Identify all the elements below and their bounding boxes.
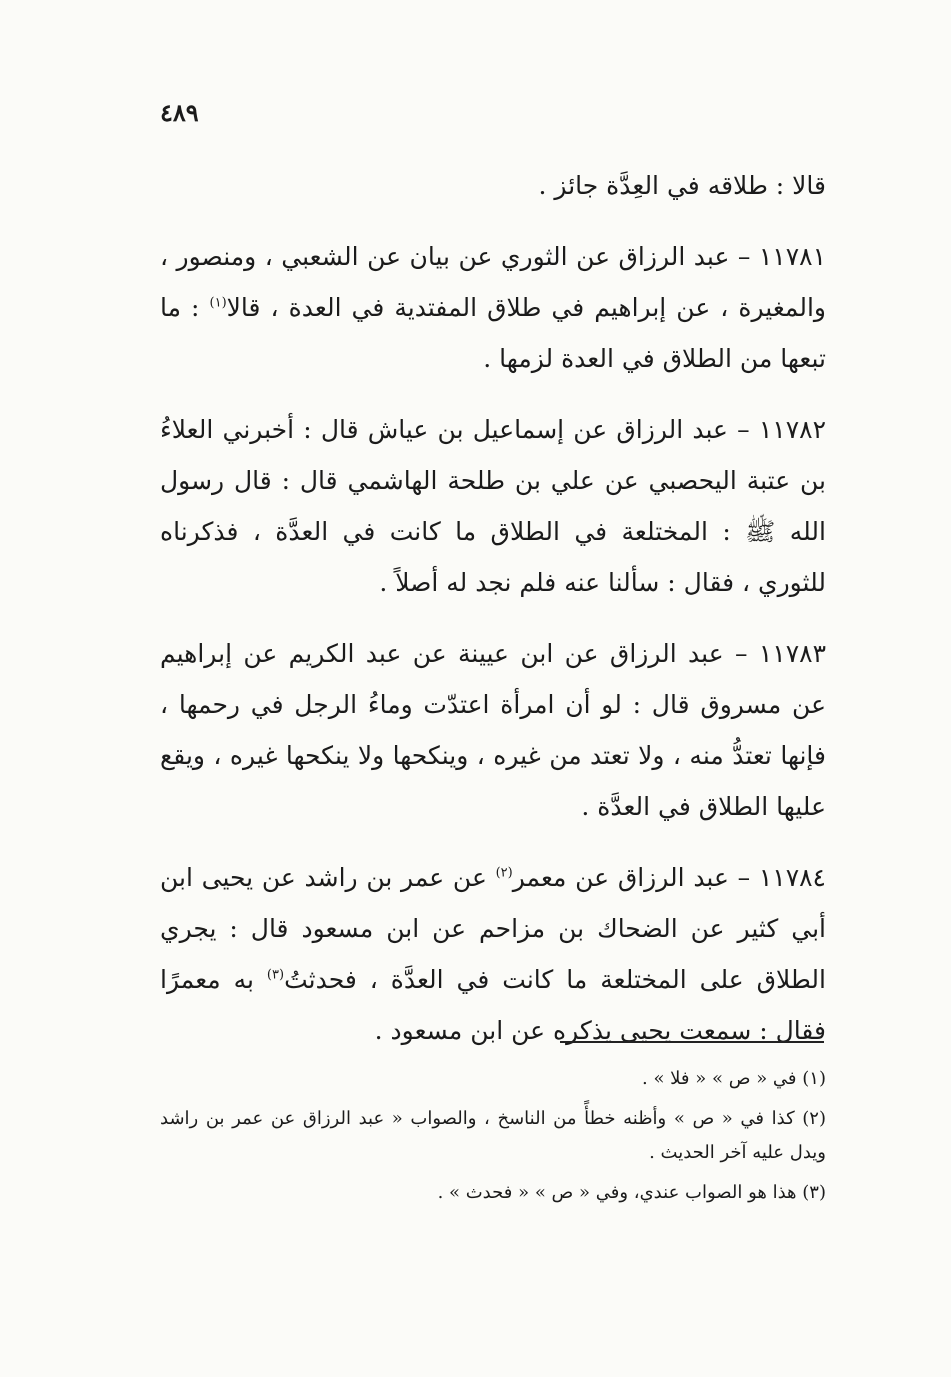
footnote-3: (٣) هذا هو الصواب عندي، وفي « ص » « فحدث » . [437,1182,826,1203]
hadith-text: – عبد الرزاق عن معمر [512,863,759,892]
hadith-text: – عبد الرزاق عن ابن عيينة عن عبد الكريم عن إبراهيم عن مسروق قال : لو أن امرأة اعتدّت وماءُ الرجل في رحمها ، فإنها تعتدُّ منه ، ولا تعتد من غيره ، وينكحها ولا ينكحها غيره ، ويقع عليها الطلاق في العدَّة . [160,639,826,821]
page-number: ٤٨٩ [160,98,199,127]
hadith-text-continued: : ما تبعها من الطلاق في العدة لزمها . [160,293,826,373]
footnote-2: (٢) كذا في « ص » وأظنه خطأً من الناسخ ، والصواب « عبد الرزاق عن عمر بن راشد ويدل عليه آخر الحديث . [160,1108,826,1163]
hadith-text: – عبد الرزاق عن الثوري عن بيان عن الشعبي ، ومنصور ، والمغيرة ، عن إبراهيم في طلاق المفتدية في العدة ، قالا [160,242,826,322]
footnote-1: (١) في « ص » « فلا » . [642,1068,826,1089]
hadith-11783 [160,628,826,832]
paragraph-text: قالا : طلاقه في العِدَّة جائز . [538,171,826,200]
footnote-ref-1: (١) [209,295,227,311]
hadith-11784 [160,852,826,1056]
hadith-text-end: به معمرًا فقال : سمعت يحيى يذكره عن ابن مسعود . [160,965,826,1045]
main-text [160,160,826,1076]
footnote-ref-2: (٢) [495,865,513,881]
footnote-separator [560,1041,824,1043]
hadith-text: – عبد الرزاق عن إسماعيل بن عياش قال : أخبرني العلاءُ بن عتبة اليحصبي عن علي بن طلحة الهاشمي قال : قال رسول الله ﷺ : المختلعة في الطلاق ما كانت في العدَّة ، فذكرناه للثوري ، فقال : سألنا عنه فلم نجد له أصلاً . [160,415,826,597]
footnotes [160,1062,826,1216]
hadith-number: ١١٧٨٣ [758,639,826,668]
hadith-number: ١١٧٨٤ [758,863,826,892]
hadith-11781 [160,231,826,384]
hadith-11782 [160,404,826,608]
hadith-text-continued: عن عمر بن راشد عن يحيى ابن أبي كثير عن الضحاك بن مزاحم عن ابن مسعود قال : يجري الطلاق على المختلعة ما كانت في العدَّة ، فحدثتُ [160,863,826,994]
paragraph-continuation [160,160,826,211]
footnote-ref-3: (٣) [266,967,285,983]
hadith-number: ١١٧٨٢ [758,415,826,444]
hadith-number: ١١٧٨١ [758,242,826,271]
